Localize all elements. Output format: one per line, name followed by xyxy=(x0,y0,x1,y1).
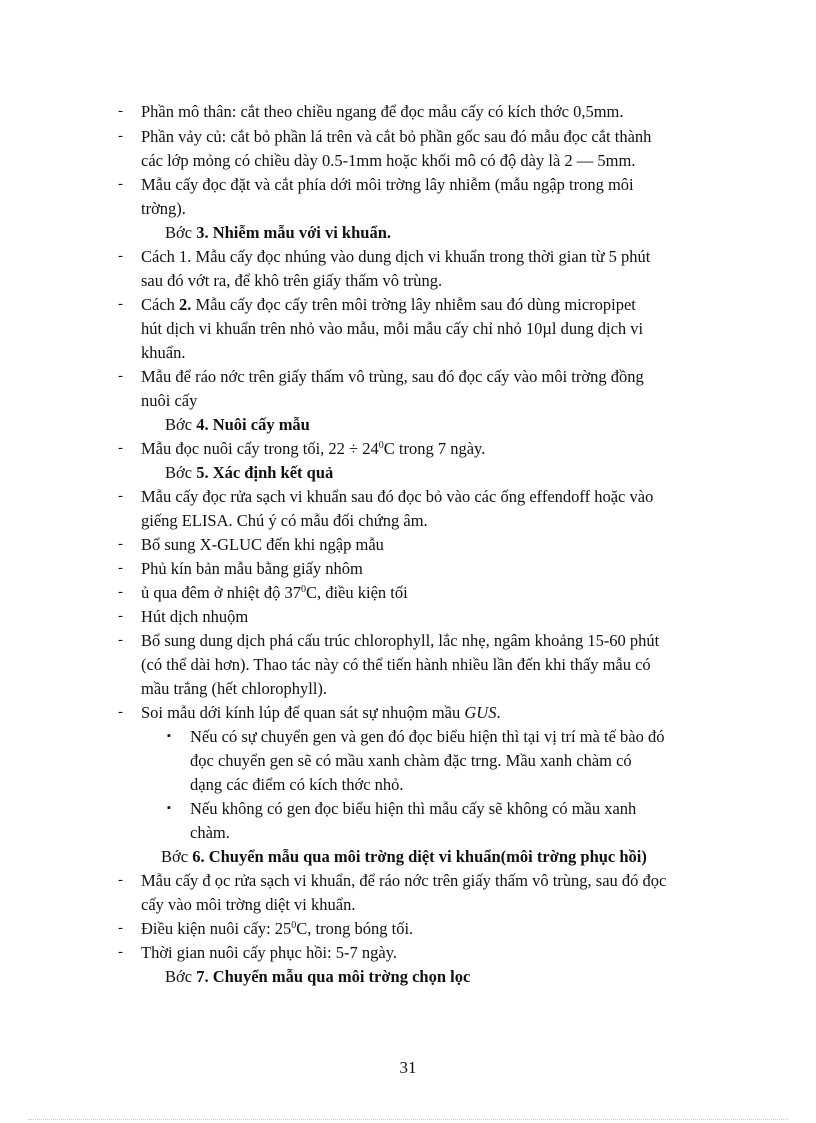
bullet-dash: - xyxy=(118,560,123,576)
bullet-dash: - xyxy=(118,632,123,648)
bullet-text-continued: nuôi cấy xyxy=(141,391,198,410)
bullet-text: Phủ kín bản mẫu bằng giấy nhôm xyxy=(141,559,363,578)
bullet-text-continued: hút dịch vi khuẩn trên nhỏ vào mẫu, mỗi mẫu cấy chỉ nhỏ 10µl dung dịch vi xyxy=(141,319,644,338)
step-heading xyxy=(165,413,310,437)
bullet-dash: - xyxy=(118,440,123,456)
bullet-text-continued: các lớp mỏng có chiều dày 0.5-1mm hoặc khối mô có độ dày là 2 — 5mm. xyxy=(141,151,636,170)
superscript: 0 xyxy=(378,440,384,451)
bullet-text: Phần mô thân: cắt theo chiều ngang để đọc mẫu cấy có kích thớc 0,5mm. xyxy=(141,102,624,121)
bullet-text: Mẫu cấy đọc rửa sạch vi khuẩn sau đó đọc bỏ vào các ống effendoff hoặc vào xyxy=(141,487,654,506)
bullet-text: Cách 1. Mẫu cấy đọc nhúng vào dung dịch vi khuẩn trong thời gian từ 5 phút xyxy=(141,247,651,266)
bullet-text: Bổ sung dung dịch phá cấu trúc chlorophyll, lắc nhẹ, ngâm khoảng 15-60 phút xyxy=(141,631,660,650)
bullet-text: Mẫu để ráo nớc trên giấy thấm vô trùng, sau đó đọc cấy vào môi trờng đồng xyxy=(141,367,644,386)
bullet-dash: - xyxy=(118,488,123,504)
page-bottom-rule xyxy=(28,1119,788,1120)
bullet-dash: - xyxy=(118,584,123,600)
bullet-text: Mẫu cấy đọc đặt và cắt phía dới môi trờng lây nhiễm (mẫu ngập trong môi xyxy=(141,175,634,194)
step-prefix: Bớc xyxy=(165,463,197,482)
bullet-text xyxy=(141,701,501,725)
text-run: Mẫu cấy đọc cấy trên môi trờng lây nhiễm sau đó dùng micropipet xyxy=(191,295,636,314)
step-prefix: Bớc xyxy=(165,967,197,986)
text-run: C, điều kiện tối xyxy=(305,583,408,602)
step-heading xyxy=(165,221,391,245)
bullet-text: Thời gian nuôi cấy phục hồi: 5-7 ngày. xyxy=(141,943,398,962)
step-prefix: Bớc xyxy=(165,223,197,242)
superscript: 0 xyxy=(291,920,297,931)
page-number: 31 xyxy=(399,1058,417,1077)
bullet-text-continued: trờng). xyxy=(141,199,186,218)
bullet-text-continued: giếng ELISA. Chú ý có mẫu đối chứng âm. xyxy=(141,511,428,530)
bullet-text: Hút dịch nhuộm xyxy=(141,607,249,626)
text-run: Cách xyxy=(141,295,180,314)
step-heading xyxy=(165,461,333,485)
bullet-dash: - xyxy=(118,128,123,144)
bullet-dash: - xyxy=(118,248,123,264)
text-run-italic: GUS xyxy=(464,703,497,722)
bullet-dash: - xyxy=(118,368,123,384)
sub-bullet-text-continued: đọc chuyển gen sẽ có mầu xanh chàm đặc trng. Mầu xanh chàm có xyxy=(190,751,632,770)
bullet-dash: - xyxy=(118,608,123,624)
text-run: C, trong bóng tối. xyxy=(296,919,414,938)
bullet-square: ▪ xyxy=(167,730,171,742)
bullet-dash: - xyxy=(118,872,123,888)
bullet-dash: - xyxy=(118,920,123,936)
bullet-text: Phần vảy củ: cắt bỏ phần lá trên và cắt bỏ phần gốc sau đó mẫu đọc cắt thành xyxy=(141,127,652,146)
text-run: Điều kiện nuôi cấy: 25 xyxy=(141,919,292,938)
bullet-text: Bổ sung X-GLUC đến khi ngập mẫu xyxy=(141,535,384,554)
sub-bullet-text: Nếu có sự chuyển gen và gen đó đọc biểu hiện thì tại vị trí mà tế bào đó xyxy=(190,727,665,746)
text-run: ủ qua đêm ở nhiệt độ 37 xyxy=(141,583,301,602)
sub-bullet-text-continued: dạng các điểm có kích thớc nhỏ. xyxy=(190,775,404,794)
bullet-dash: - xyxy=(118,176,123,192)
step-title: 3. Nhiễm mẫu với vi khuẩn. xyxy=(196,223,391,242)
bullet-text-continued: cấy vào môi trờng diệt vi khuẩn. xyxy=(141,895,356,914)
step-heading xyxy=(165,965,470,989)
bullet-text-continued: mầu trắng (hết chlorophyll). xyxy=(141,679,328,698)
bullet-text: Mẫu cấy đ ọc rửa sạch vi khuẩn, để ráo nớc trên giấy thấm vô trùng, sau đó đọc xyxy=(141,871,667,890)
superscript: 0 xyxy=(300,584,306,595)
sub-bullet-text-continued: chàm. xyxy=(190,823,230,842)
step-heading xyxy=(161,845,647,869)
step-title: 4. Nuôi cấy mẫu xyxy=(196,415,310,434)
bullet-text xyxy=(141,581,408,605)
bullet-text-continued: khuẩn. xyxy=(141,343,186,362)
sub-bullet-text: Nếu không có gen đọc biểu hiện thì mẫu cấy sẽ không có mầu xanh xyxy=(190,799,637,818)
bullet-dash: - xyxy=(118,944,123,960)
step-prefix: Bớc xyxy=(165,415,197,434)
step-title: 5. Xác định kết quả xyxy=(196,463,334,482)
step-title: 7. Chuyển mẫu qua môi trờng chọn lọc xyxy=(196,967,471,986)
text-run: Soi mẫu dới kính lúp để quan sát sự nhuộm mầu xyxy=(141,703,465,722)
bullet-text xyxy=(141,437,485,461)
bullet-dash: - xyxy=(118,296,123,312)
bullet-text-continued: sau đó vớt ra, để khô trên giấy thấm vô trùng. xyxy=(141,271,443,290)
text-run: C trong 7 ngày. xyxy=(383,439,486,458)
bullet-dash: - xyxy=(118,704,123,720)
bullet-text xyxy=(141,293,636,317)
text-run: Mẫu đọc nuôi cấy trong tối, 22 ÷ 24 xyxy=(141,439,379,458)
text-run: . xyxy=(496,703,501,722)
bullet-dash: - xyxy=(118,536,123,552)
step-prefix: Bớc xyxy=(161,847,193,866)
bullet-text xyxy=(141,917,413,941)
bullet-text-continued: (có thể dài hơn). Thao tác này có thể tiến hành nhiều lần đến khi thấy mẫu có xyxy=(141,655,651,674)
text-run-bold: 2. xyxy=(179,295,192,314)
bullet-square: ▪ xyxy=(167,802,171,814)
bullet-dash: - xyxy=(118,103,123,119)
step-title: 6. Chuyển mẫu qua môi trờng diệt vi khuẩn(môi trờng phục hồi) xyxy=(192,847,647,866)
